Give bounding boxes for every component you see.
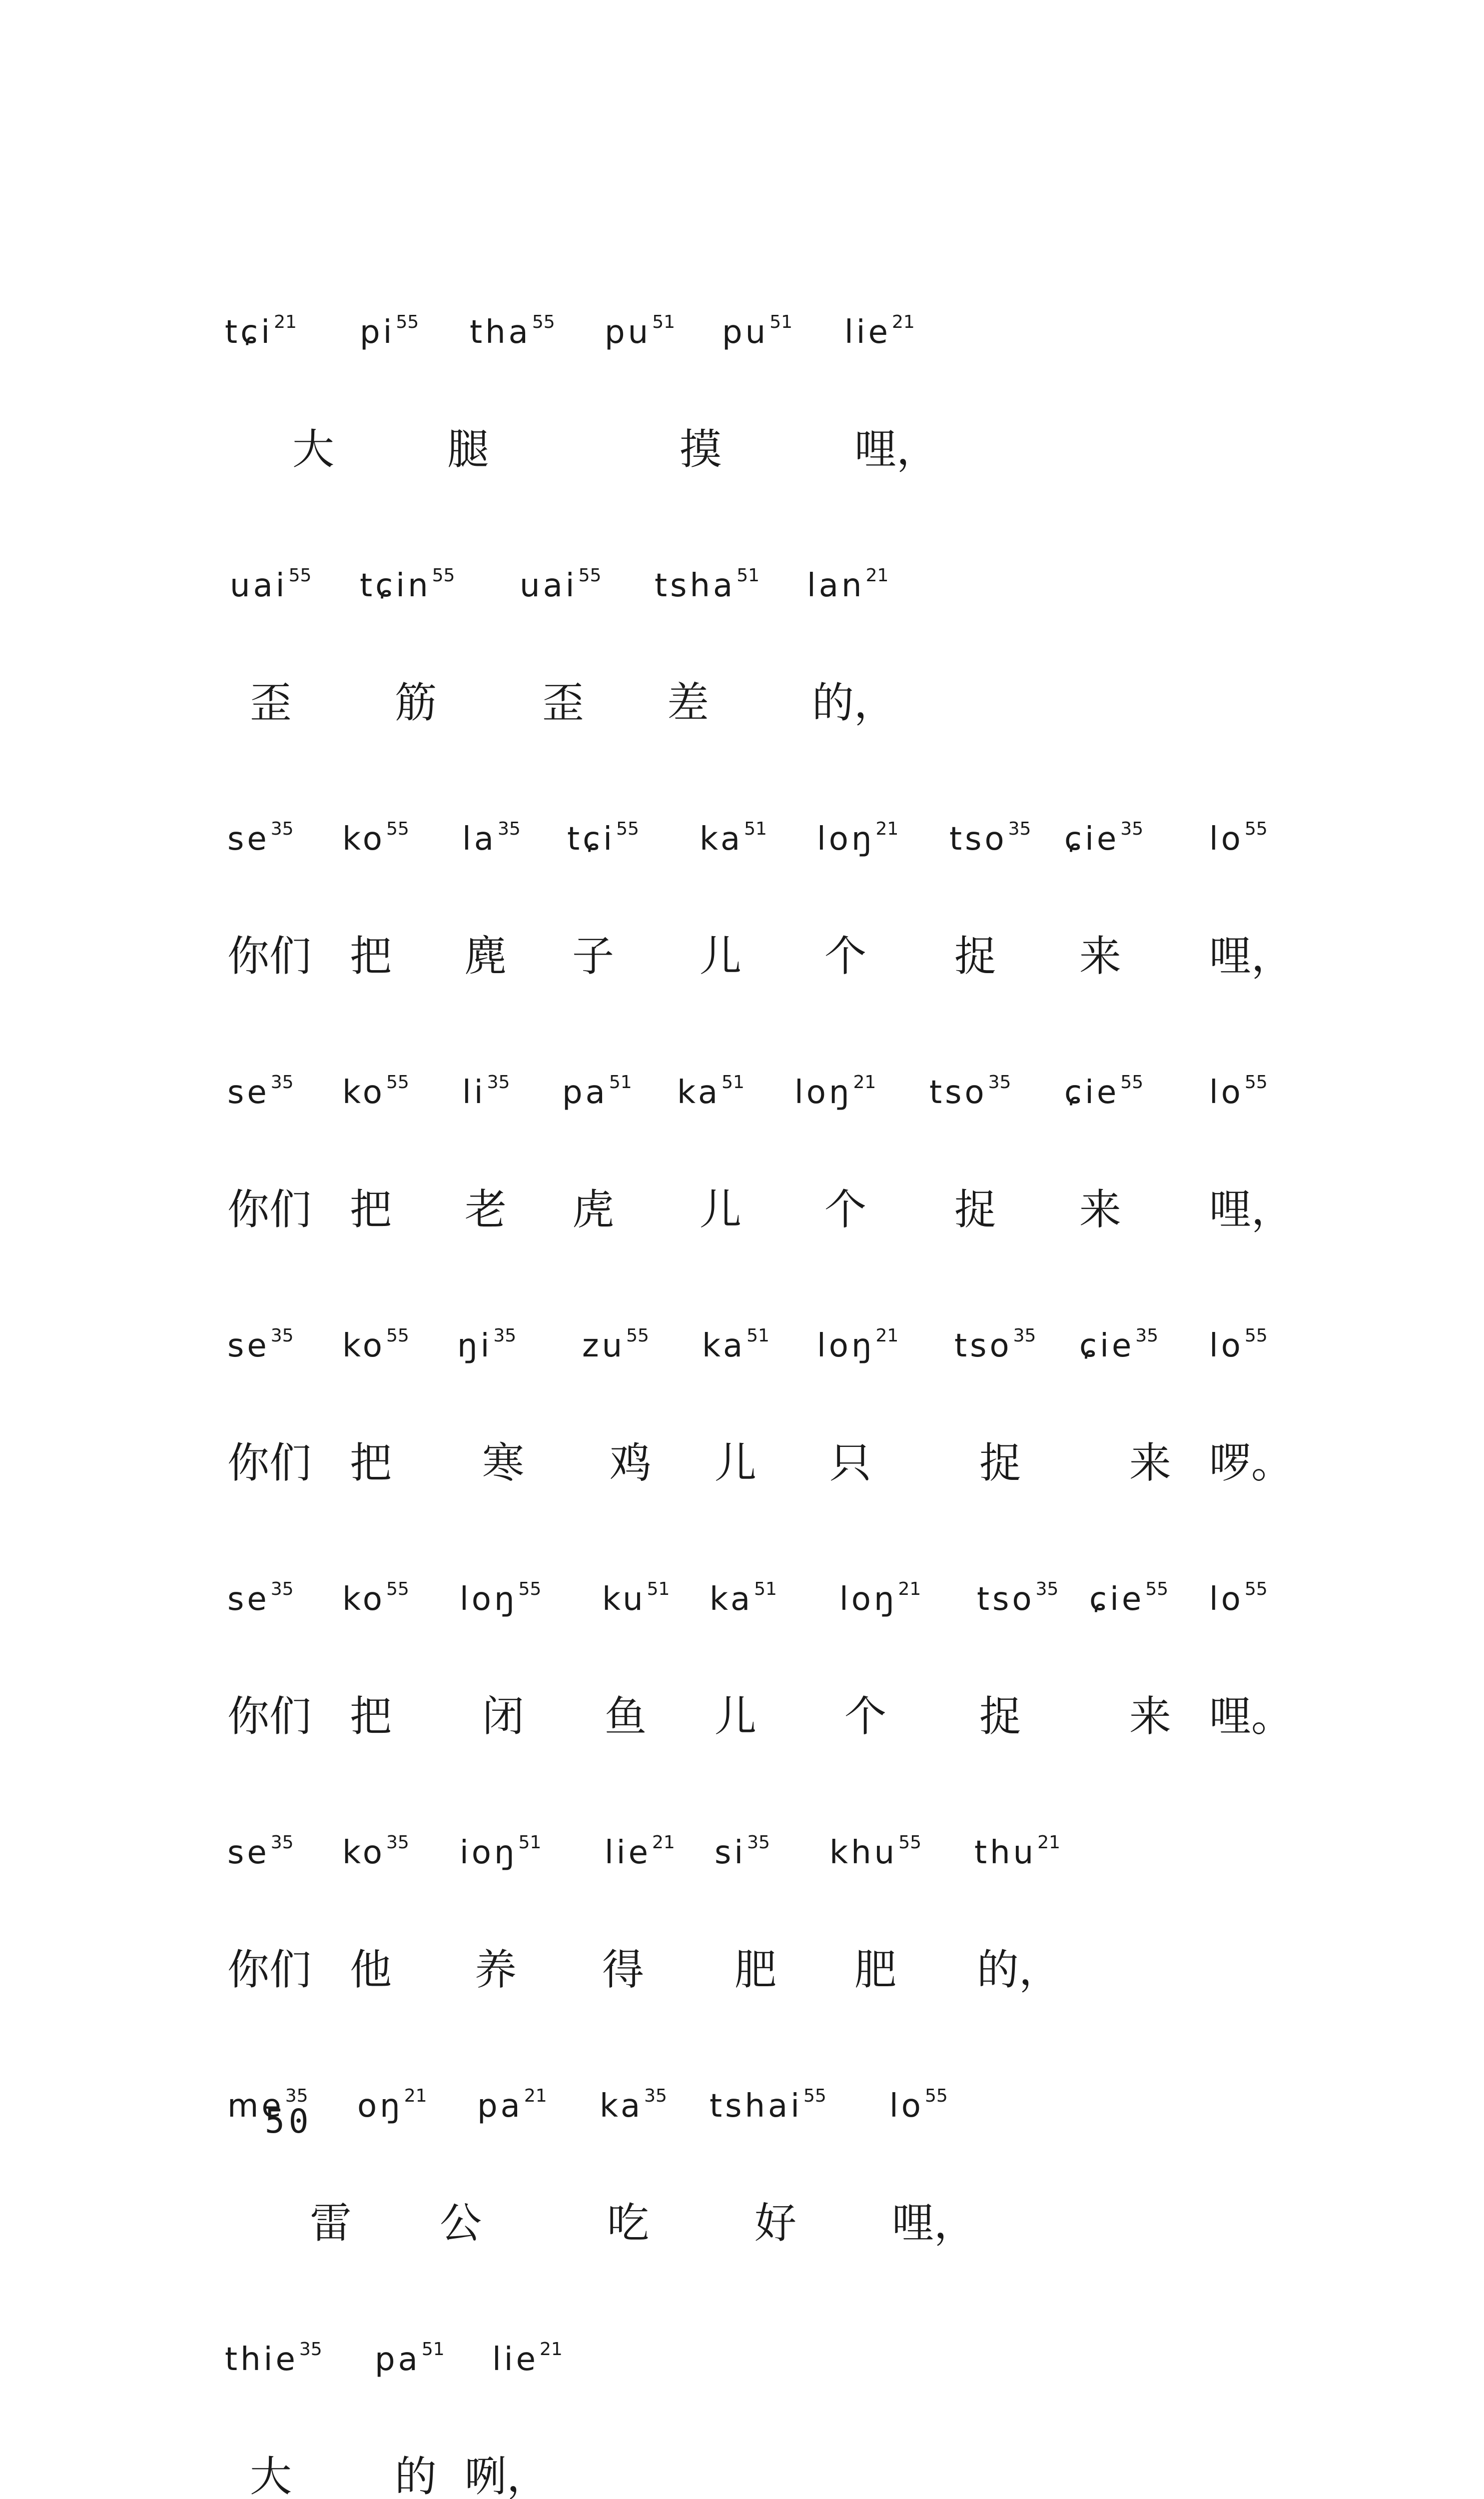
syllable (562, 1055, 632, 1120)
chinese-word: 得 (602, 1942, 644, 1997)
tone-number: 35 (271, 1579, 294, 1599)
syllable-text: ka (710, 1581, 753, 1618)
syllable (677, 1055, 744, 1120)
romanization-line (0, 802, 1484, 857)
chinese-word: 雷 (310, 2196, 352, 2251)
chinese-word: 把 (350, 1182, 392, 1237)
syllable (342, 1308, 409, 1373)
romanization-line (0, 1308, 1484, 1363)
syllable (227, 1562, 294, 1627)
syllable-text: pa (375, 2341, 421, 2378)
chinese-word: 哩， (1209, 1182, 1293, 1237)
tone-number: 35 (493, 1325, 516, 1346)
syllable (462, 802, 521, 867)
tone-number: 51 (746, 1325, 769, 1346)
syllable (839, 1562, 921, 1627)
chinese-word: 儿 (715, 1435, 756, 1490)
syllable-text: thu (974, 1834, 1036, 1871)
tone-number: 55 (519, 1579, 542, 1599)
tone-number: 21 (866, 565, 889, 586)
syllable-text: loŋ (794, 1074, 852, 1111)
tone-number: 55 (925, 2086, 948, 2106)
syllable-text: ɕie (1079, 1327, 1134, 1364)
tone-number: 21 (524, 2086, 547, 2106)
syllable-text: me (227, 2088, 284, 2125)
chinese-word: 你们 (227, 1435, 311, 1490)
syllable (929, 1055, 1011, 1120)
chinese-line (0, 675, 1484, 730)
tone-number: 55 (1245, 1325, 1268, 1346)
chinese-word: 啰。 (1209, 1435, 1293, 1490)
syllable (889, 2069, 948, 2134)
syllable-text: ko (342, 1327, 385, 1364)
syllable-text: la (462, 821, 497, 858)
syllable-text: tɕi (225, 314, 273, 351)
chinese-word: 筋 (395, 675, 437, 730)
chinese-word: 捉 (954, 929, 996, 984)
chinese-word: 寒 (482, 1435, 524, 1490)
syllable-text: ɕie (1089, 1581, 1144, 1618)
chinese-line (0, 1942, 1484, 1997)
chinese-word: 儿 (700, 929, 742, 984)
syllable-text: uai (230, 567, 288, 604)
syllable (460, 1562, 541, 1627)
syllable-text: ka (677, 1074, 721, 1111)
chinese-word: 子 (572, 929, 614, 984)
tone-number: 21 (892, 312, 915, 332)
romanization-line (0, 1815, 1484, 1870)
tone-number: 55 (396, 312, 419, 332)
tone-number: 35 (498, 819, 521, 839)
romanization-line (0, 1562, 1484, 1617)
chinese-word: 闭 (482, 1689, 524, 1744)
syllable-text: lo (1209, 1581, 1244, 1618)
tone-number: 35 (271, 1832, 294, 1853)
syllable-text: loŋ (839, 1581, 897, 1618)
tone-number: 51 (609, 1072, 632, 1093)
syllable (817, 802, 898, 867)
chinese-word: 把 (350, 1689, 392, 1744)
tone-number: 35 (644, 2086, 667, 2106)
chinese-word: 来 (1079, 1182, 1121, 1237)
tone-number: 55 (386, 819, 409, 839)
tone-number: 55 (1245, 1072, 1268, 1093)
syllable-text: ɕie (1064, 1074, 1119, 1111)
syllable (817, 1308, 898, 1373)
syllable (1064, 802, 1143, 867)
syllable (470, 295, 555, 360)
tone-number: 55 (386, 1579, 409, 1599)
syllable (360, 295, 419, 360)
chinese-word: 歪 (250, 675, 292, 730)
chinese-word: 大 (250, 2449, 292, 2499)
chinese-word: 个 (824, 1182, 866, 1237)
chinese-line (0, 1689, 1484, 1744)
romanization-line (0, 2322, 1484, 2377)
syllable-text: zu (582, 1327, 625, 1364)
syllable (700, 802, 767, 867)
syllable-text: lo (889, 2088, 924, 2125)
chinese-word: 儿 (715, 1689, 756, 1744)
syllable (722, 295, 792, 360)
chinese-word: 个 (844, 1689, 886, 1744)
chinese-word: 腿 (447, 422, 489, 477)
romanization-line (0, 1055, 1484, 1110)
syllable (357, 2069, 427, 2134)
chinese-line (0, 1182, 1484, 1237)
syllable (1209, 1562, 1268, 1627)
chinese-word: 只 (829, 1435, 871, 1490)
syllable-text: tso (977, 1581, 1035, 1618)
tone-number: 35 (271, 819, 294, 839)
tone-number: 55 (1120, 1072, 1143, 1093)
tone-number: 55 (626, 1325, 649, 1346)
syllable-text: uai (520, 567, 578, 604)
syllable (360, 548, 455, 613)
romanization-line (0, 295, 1484, 350)
romanization-line (0, 2069, 1484, 2124)
chinese-word: 你们 (227, 1182, 311, 1237)
chinese-line (0, 422, 1484, 477)
chinese-word: 哩， (1209, 929, 1293, 984)
syllable (460, 1815, 541, 1880)
chinese-word: 你们 (227, 929, 311, 984)
tone-number: 35 (386, 1832, 409, 1853)
syllable (794, 1055, 876, 1120)
tone-number: 35 (1036, 1579, 1059, 1599)
tone-number: 55 (386, 1325, 409, 1346)
syllable (1079, 1308, 1158, 1373)
syllable-text: se (227, 1834, 270, 1871)
syllable (977, 1562, 1058, 1627)
chinese-word: 来 (1129, 1689, 1171, 1744)
syllable (605, 295, 675, 360)
tone-number: 21 (652, 1832, 675, 1853)
chinese-word: 老 (465, 1182, 507, 1237)
chinese-line (0, 929, 1484, 984)
tone-number: 55 (616, 819, 639, 839)
syllable (227, 1055, 294, 1120)
syllable (477, 2069, 547, 2134)
syllable-text: pa (477, 2088, 523, 2125)
romanization-line (0, 548, 1484, 603)
syllable (710, 1562, 777, 1627)
tone-number: 55 (532, 312, 555, 332)
syllable-text: se (227, 821, 270, 858)
tone-number: 51 (737, 565, 759, 586)
syllable-text: tsha (655, 567, 736, 604)
chinese-word: 捉 (979, 1689, 1021, 1744)
chinese-word: 差 (667, 675, 709, 730)
syllable-text: ka (600, 2088, 643, 2125)
syllable-text: ko (342, 1581, 385, 1618)
syllable-text: pa (562, 1074, 608, 1111)
syllable-text: se (227, 1074, 270, 1111)
syllable-text: ioŋ (460, 1834, 518, 1871)
chinese-word: 鸡 (610, 1435, 652, 1490)
syllable-text: tɕi (567, 821, 615, 858)
syllable (1089, 1562, 1168, 1627)
tone-number: 35 (1013, 1325, 1036, 1346)
tone-number: 55 (803, 2086, 826, 2106)
chinese-line (0, 1435, 1484, 1490)
chinese-word: 捉 (954, 1182, 996, 1237)
tone-number: 51 (422, 2339, 445, 2360)
tone-number: 21 (404, 2086, 427, 2106)
syllable-text: lo (1209, 1074, 1244, 1111)
syllable-text: li (462, 1074, 486, 1111)
syllable (227, 1308, 294, 1373)
syllable-text: lie (492, 2341, 539, 2378)
chinese-word: 哩， (854, 422, 938, 477)
syllable (492, 2322, 563, 2387)
tone-number: 35 (1008, 819, 1031, 839)
chinese-word: 养 (475, 1942, 517, 1997)
tone-number: 35 (1135, 1325, 1158, 1346)
syllable (227, 802, 294, 867)
syllable-text: ko (342, 821, 385, 858)
syllable (230, 548, 311, 613)
syllable-text: tɕin (360, 567, 431, 604)
syllable-text: ku (602, 1581, 646, 1618)
tone-number: 55 (289, 565, 312, 586)
tone-number: 51 (769, 312, 792, 332)
chinese-word: 来 (1129, 1435, 1171, 1490)
chinese-word: 把 (350, 1435, 392, 1490)
syllable (655, 548, 759, 613)
tone-number: 35 (1120, 819, 1143, 839)
chinese-word: 摸 (680, 422, 722, 477)
tone-number: 55 (432, 565, 455, 586)
chinese-word: 咧， (465, 2449, 549, 2499)
tone-number: 21 (1037, 1832, 1060, 1853)
tone-number: 55 (386, 1072, 409, 1093)
chinese-word: 的， (812, 675, 896, 730)
syllable-text: lie (605, 1834, 651, 1871)
tone-number: 51 (652, 312, 675, 332)
tone-number: 21 (274, 312, 297, 332)
syllable-text: se (227, 1581, 270, 1618)
syllable (1209, 1055, 1268, 1120)
chinese-word: 肥 (735, 1942, 776, 1997)
syllable (342, 802, 409, 867)
syllable-text: pu (605, 314, 651, 351)
chinese-word: 哩， (892, 2196, 976, 2251)
tone-number: 51 (744, 819, 767, 839)
syllable (227, 1815, 294, 1880)
syllable-text: tso (929, 1074, 987, 1111)
chinese-word: 吃 (607, 2196, 649, 2251)
chinese-word: 公 (440, 2196, 482, 2251)
syllable-text: si (715, 1834, 746, 1871)
chinese-word: 好 (754, 2196, 796, 2251)
syllable (225, 2322, 322, 2387)
chinese-line (0, 2449, 1484, 2499)
tone-number: 35 (271, 1072, 294, 1093)
tone-number: 55 (898, 1832, 921, 1853)
syllable-text: ka (702, 1327, 745, 1364)
tone-number: 21 (876, 1325, 899, 1346)
chinese-word: 的 (395, 2449, 437, 2499)
syllable (702, 1308, 769, 1373)
syllable (342, 1055, 409, 1120)
syllable (605, 1815, 675, 1880)
chinese-word: 他 (350, 1942, 392, 1997)
chinese-word: 个 (824, 929, 866, 984)
tone-number: 51 (722, 1072, 744, 1093)
syllable (1209, 1308, 1268, 1373)
syllable (342, 1815, 409, 1880)
syllable-text: thie (225, 2341, 298, 2378)
syllable (582, 1308, 649, 1373)
syllable (567, 802, 639, 867)
tone-number: 35 (271, 1325, 294, 1346)
syllable-text: ko (342, 1834, 385, 1871)
syllable (844, 295, 915, 360)
syllable (520, 548, 601, 613)
syllable-text: tha (470, 314, 531, 351)
tone-number: 35 (487, 1072, 510, 1093)
syllable-text: oŋ (357, 2088, 403, 2125)
chinese-word: 来 (1079, 929, 1121, 984)
tone-number: 21 (853, 1072, 876, 1093)
syllable-text: loŋ (460, 1581, 518, 1618)
tone-number: 21 (540, 2339, 563, 2360)
tone-number: 55 (1245, 1579, 1268, 1599)
chinese-word: 大 (292, 422, 334, 477)
tone-number: 55 (1145, 1579, 1168, 1599)
chinese-word: 捉 (979, 1435, 1021, 1490)
syllable-text: tso (954, 1327, 1012, 1364)
chinese-word: 肥 (854, 1942, 896, 1997)
syllable (462, 1055, 510, 1120)
syllable-text: pi (360, 314, 395, 351)
tone-number: 21 (876, 819, 899, 839)
syllable-text: loŋ (817, 1327, 875, 1364)
page-number: 50 (265, 2094, 312, 2149)
syllable (457, 1308, 516, 1373)
syllable (602, 1562, 670, 1627)
tone-number: 35 (747, 1832, 770, 1853)
tone-number: 51 (647, 1579, 670, 1599)
syllable-text: lo (1209, 1327, 1244, 1364)
tone-number: 51 (754, 1579, 777, 1599)
chinese-word: 鱼 (605, 1689, 647, 1744)
tone-number: 35 (988, 1072, 1011, 1093)
syllable-text: lie (844, 314, 891, 351)
chinese-word: 把 (350, 929, 392, 984)
syllable-text: lo (1209, 821, 1244, 858)
syllable-text: lan (807, 567, 865, 604)
syllable (829, 1815, 921, 1880)
syllable-text: tshai (710, 2088, 802, 2125)
syllable (949, 802, 1031, 867)
syllable-text: khu (829, 1834, 897, 1871)
syllable (715, 1815, 770, 1880)
syllable (807, 548, 888, 613)
tone-number: 35 (285, 2086, 308, 2106)
chinese-word: 你们 (227, 1942, 311, 1997)
syllable (342, 1562, 409, 1627)
chinese-word: 的， (977, 1942, 1061, 1997)
syllable (1064, 1055, 1143, 1120)
syllable-text: ko (342, 1074, 385, 1111)
syllable-text: se (227, 1327, 270, 1364)
chinese-word: 儿 (700, 1182, 742, 1237)
syllable-text: ŋi (457, 1327, 492, 1364)
tone-number: 51 (519, 1832, 542, 1853)
syllable-text: tso (949, 821, 1007, 858)
tone-number: 35 (299, 2339, 322, 2360)
syllable (600, 2069, 667, 2134)
syllable-text: pu (722, 314, 768, 351)
syllable (375, 2322, 445, 2387)
syllable (710, 2069, 826, 2134)
syllable (1209, 802, 1268, 867)
chinese-word: 麂 (465, 929, 507, 984)
syllable-text: ɕie (1064, 821, 1119, 858)
syllable (974, 1815, 1060, 1880)
chinese-word: 你们 (227, 1689, 311, 1744)
chinese-word: 哩。 (1209, 1689, 1293, 1744)
chinese-line (0, 2196, 1484, 2251)
tone-number: 55 (579, 565, 602, 586)
chinese-word: 虎 (572, 1182, 614, 1237)
syllable-text: loŋ (817, 821, 875, 858)
chinese-word: 歪 (542, 675, 584, 730)
syllable-text: ka (700, 821, 743, 858)
tone-number: 55 (1245, 819, 1268, 839)
syllable (954, 1308, 1036, 1373)
syllable (225, 295, 297, 360)
tone-number: 21 (898, 1579, 921, 1599)
